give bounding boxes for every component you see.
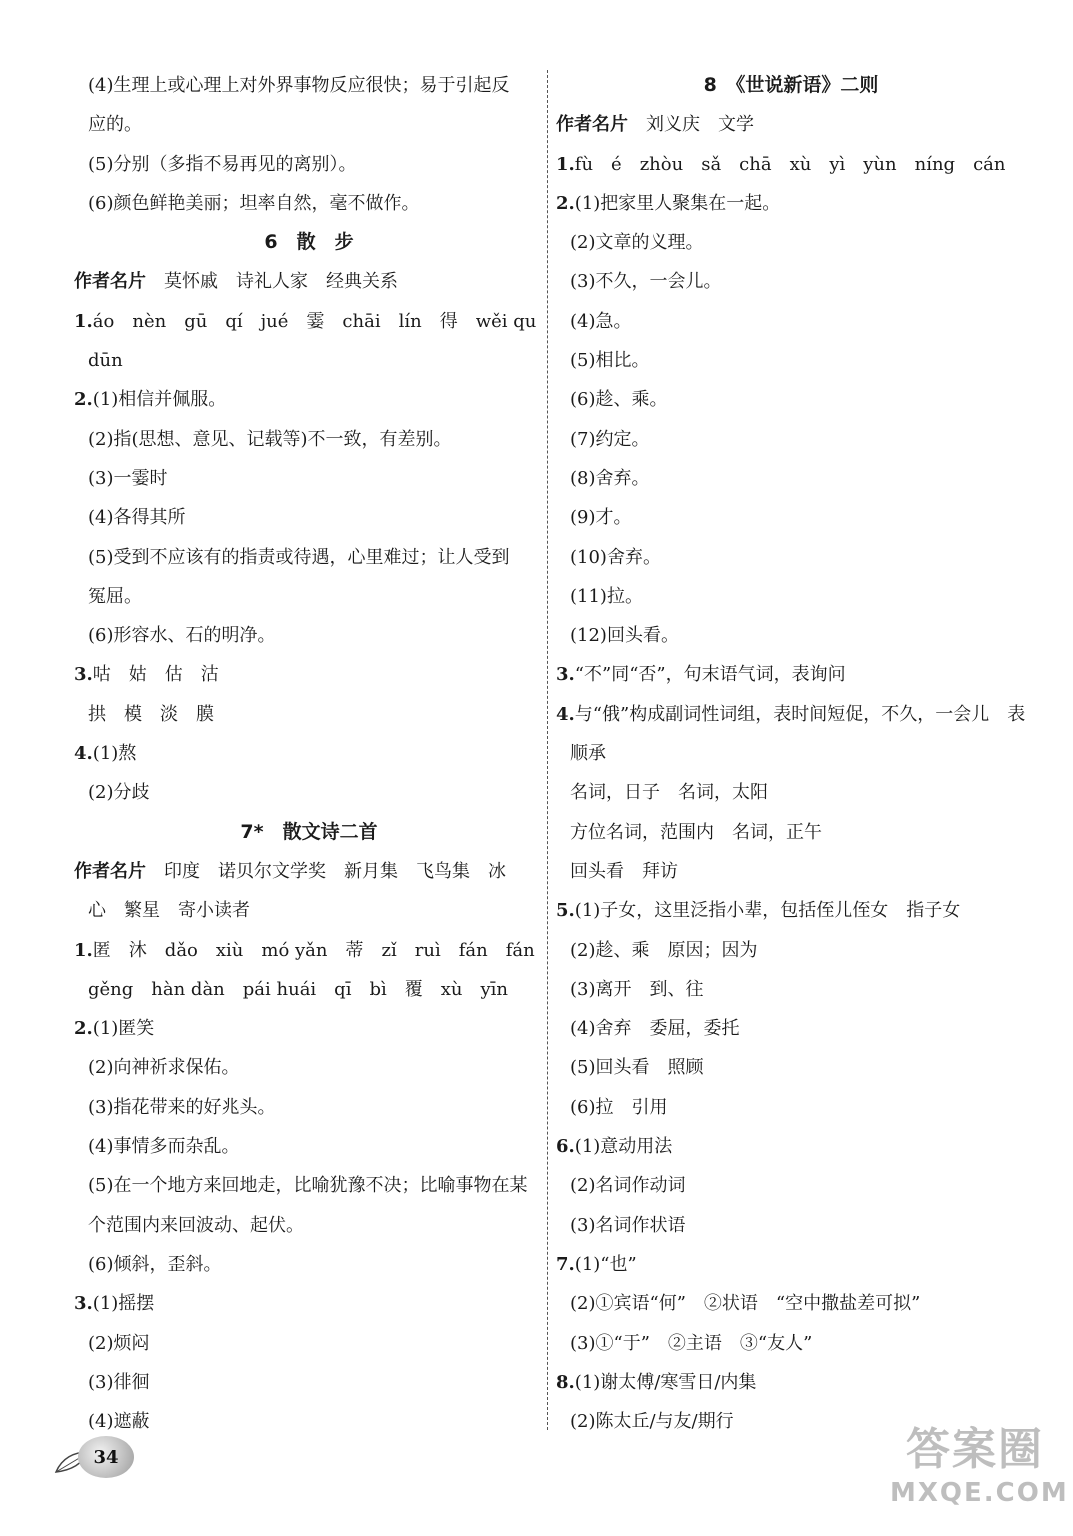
answer-subline: (5)受到不应该有的指责或待遇，心里难过；让人受到 [88,546,510,568]
answer-line: 3.咕 姑 估 沽 [74,664,219,686]
author-card-label: 作者名片 [74,860,146,882]
answer-subline: (2)①宾语“何” ②状语 “空中撒盐差可拟” [570,1293,921,1315]
answer-subline: (8)舍弃。 [570,467,650,489]
answer-subline: 拱 模 淡 膜 [88,703,214,725]
answer-line: 6.(1)意动用法 [556,1136,673,1158]
answer-subline: dūn [88,350,123,372]
answer-line: 2.(1)匿笑 [74,1018,155,1040]
answer-subline: (5)分别（多指不易再见的离别）。 [88,153,357,175]
author-card-text: 印度 诺贝尔文学奖 新月集 飞鸟集 冰 [146,860,506,882]
answer-subline: 心 繁星 寄小读者 [88,900,250,922]
answer-subline: (2)陈太丘/与友/期行 [570,1411,734,1433]
answer-line: 7.(1)“也” [556,1253,637,1275]
answer-line: 4.(1)熬 [74,743,137,765]
answer-subline: (3)一霎时 [88,467,168,489]
answer-subline: (3)指花带来的好兆头。 [88,1096,276,1118]
answer-line: 1.fù é zhòu sǎ chā xù yì yùn níng cán [556,153,1006,175]
answer-subline: 回头看 拜访 [570,860,678,882]
answer-subline: 方位名词，范围内 名词，正午 [570,821,822,843]
answer-subline: (2)烦闷 [88,1332,150,1354]
answer-subline: (3)徘徊 [88,1371,150,1393]
section-heading: 8 《世说新语》二则 [703,74,879,96]
answer-subline: (2)趁、乘 原因；因为 [570,939,758,961]
answer-subline: (4)遮蔽 [88,1411,150,1433]
answer-subline: (3)离开 到、往 [570,978,704,1000]
answer-subline: gěng hàn dàn pái huái qī bì 覆 xù yīn [88,978,509,1000]
watermark [890,1424,1069,1524]
answer-subline: (9)才。 [570,507,632,529]
author-card-label: 作者名片 [556,114,628,136]
answer-line: 5.(1)子女，这里泛指小辈，包括侄儿侄女 指子女 [556,900,961,922]
answer-subline: (10)舍弃。 [570,546,661,568]
answer-subline: (6)拉 引用 [570,1096,668,1118]
answer-subline: (11)拉。 [570,585,643,607]
answer-subline: (2)向神祈求保佑。 [88,1057,240,1079]
answer-subline: (4)事情多而杂乱。 [88,1136,240,1158]
answer-subline: (5)相比。 [570,350,650,372]
section-heading: 6 散 步 [264,231,354,254]
author-card-line [74,262,544,301]
section-heading: 7* 散文诗二首 [240,820,378,843]
answer-subline: (3)①“于” ②主语 ③“友人” [570,1332,813,1354]
watermark-title: 答案圈 [906,1424,1044,1475]
answer-subline: (3)不久，一会儿。 [570,271,722,293]
column-divider [547,70,548,1430]
answer-line: 2.(1)相信并佩服。 [74,389,227,411]
answer-subline: (4)急。 [570,310,632,332]
answer-line: 1.匿 沐 dǎo xiù mó yǎn 蒂 zǐ ruì fán fán [74,939,535,961]
answer-line: 3.“不”同“否”，句末语气词，表询问 [556,664,846,686]
answer-subline: (2)分歧 [88,782,150,804]
page-number: 34 [93,1446,119,1468]
answer-subline: 个范围内来回波动、起伏。 [88,1214,304,1236]
answer-subline: (6)颜色鲜艳美丽；坦率自然，毫不做作。 [88,192,420,214]
answer-subline: (2)指(思想、意见、记载等)不一致，有差别。 [88,428,452,450]
author-card-label: 作者名片 [74,271,146,293]
answer-subline: (4)生理上或心理上对外界事物反应很快；易于引起反 [88,75,510,96]
answer-subline: (6)趁、乘。 [570,389,668,411]
answer-subline: (6)倾斜，歪斜。 [88,1253,222,1275]
answer-subline: 名词，日子 名词，太阳 [570,782,768,804]
answer-subline: (5)回头看 照顾 [570,1057,704,1079]
answer-line: 3.(1)摇摆 [74,1293,155,1315]
answer-line: 1.áo nèn gū qí jué 霎 chāi lín 得 wěi qu [74,310,537,332]
page-number-badge [78,1436,134,1478]
answer-subline: (4)舍弃 委屈，委托 [570,1018,740,1040]
author-card-text: 莫怀戚 诗礼人家 经典关系 [146,271,398,293]
answer-line: 8.(1)谢太傅/寒雪日/内集 [556,1371,757,1393]
answer-subline: (4)各得其所 [88,507,186,529]
answer-subline: (6)形容水、石的明净。 [88,625,276,647]
watermark-domain: MXQE.COM [890,1478,1069,1508]
answer-line: 2.(1)把家里人聚集在一起。 [556,192,781,214]
answer-subline: (7)约定。 [570,428,650,450]
answer-subline: 冤屈。 [88,585,142,607]
right-column [556,66,1026,1441]
answer-subline: (2)名词作动词 [570,1175,686,1197]
left-column [74,66,544,1441]
answer-subline: 顺承 [570,743,606,765]
author-card-line [74,852,544,891]
answer-subline: 应的。 [88,114,142,136]
answer-subline: (5)在一个地方来回地走，比喻犹豫不决；比喻事物在某 [88,1175,528,1197]
answer-subline: (3)名词作状语 [570,1214,686,1236]
answer-line: 4.与“俄”构成副词性词组，表时间短促，不久，一会儿 表 [556,703,1026,725]
answer-subline: (2)文章的义理。 [570,232,704,254]
answer-subline: (12)回头看。 [570,625,679,647]
author-card-text: 刘义庆 文学 [628,114,754,136]
author-card-line [556,105,1026,144]
